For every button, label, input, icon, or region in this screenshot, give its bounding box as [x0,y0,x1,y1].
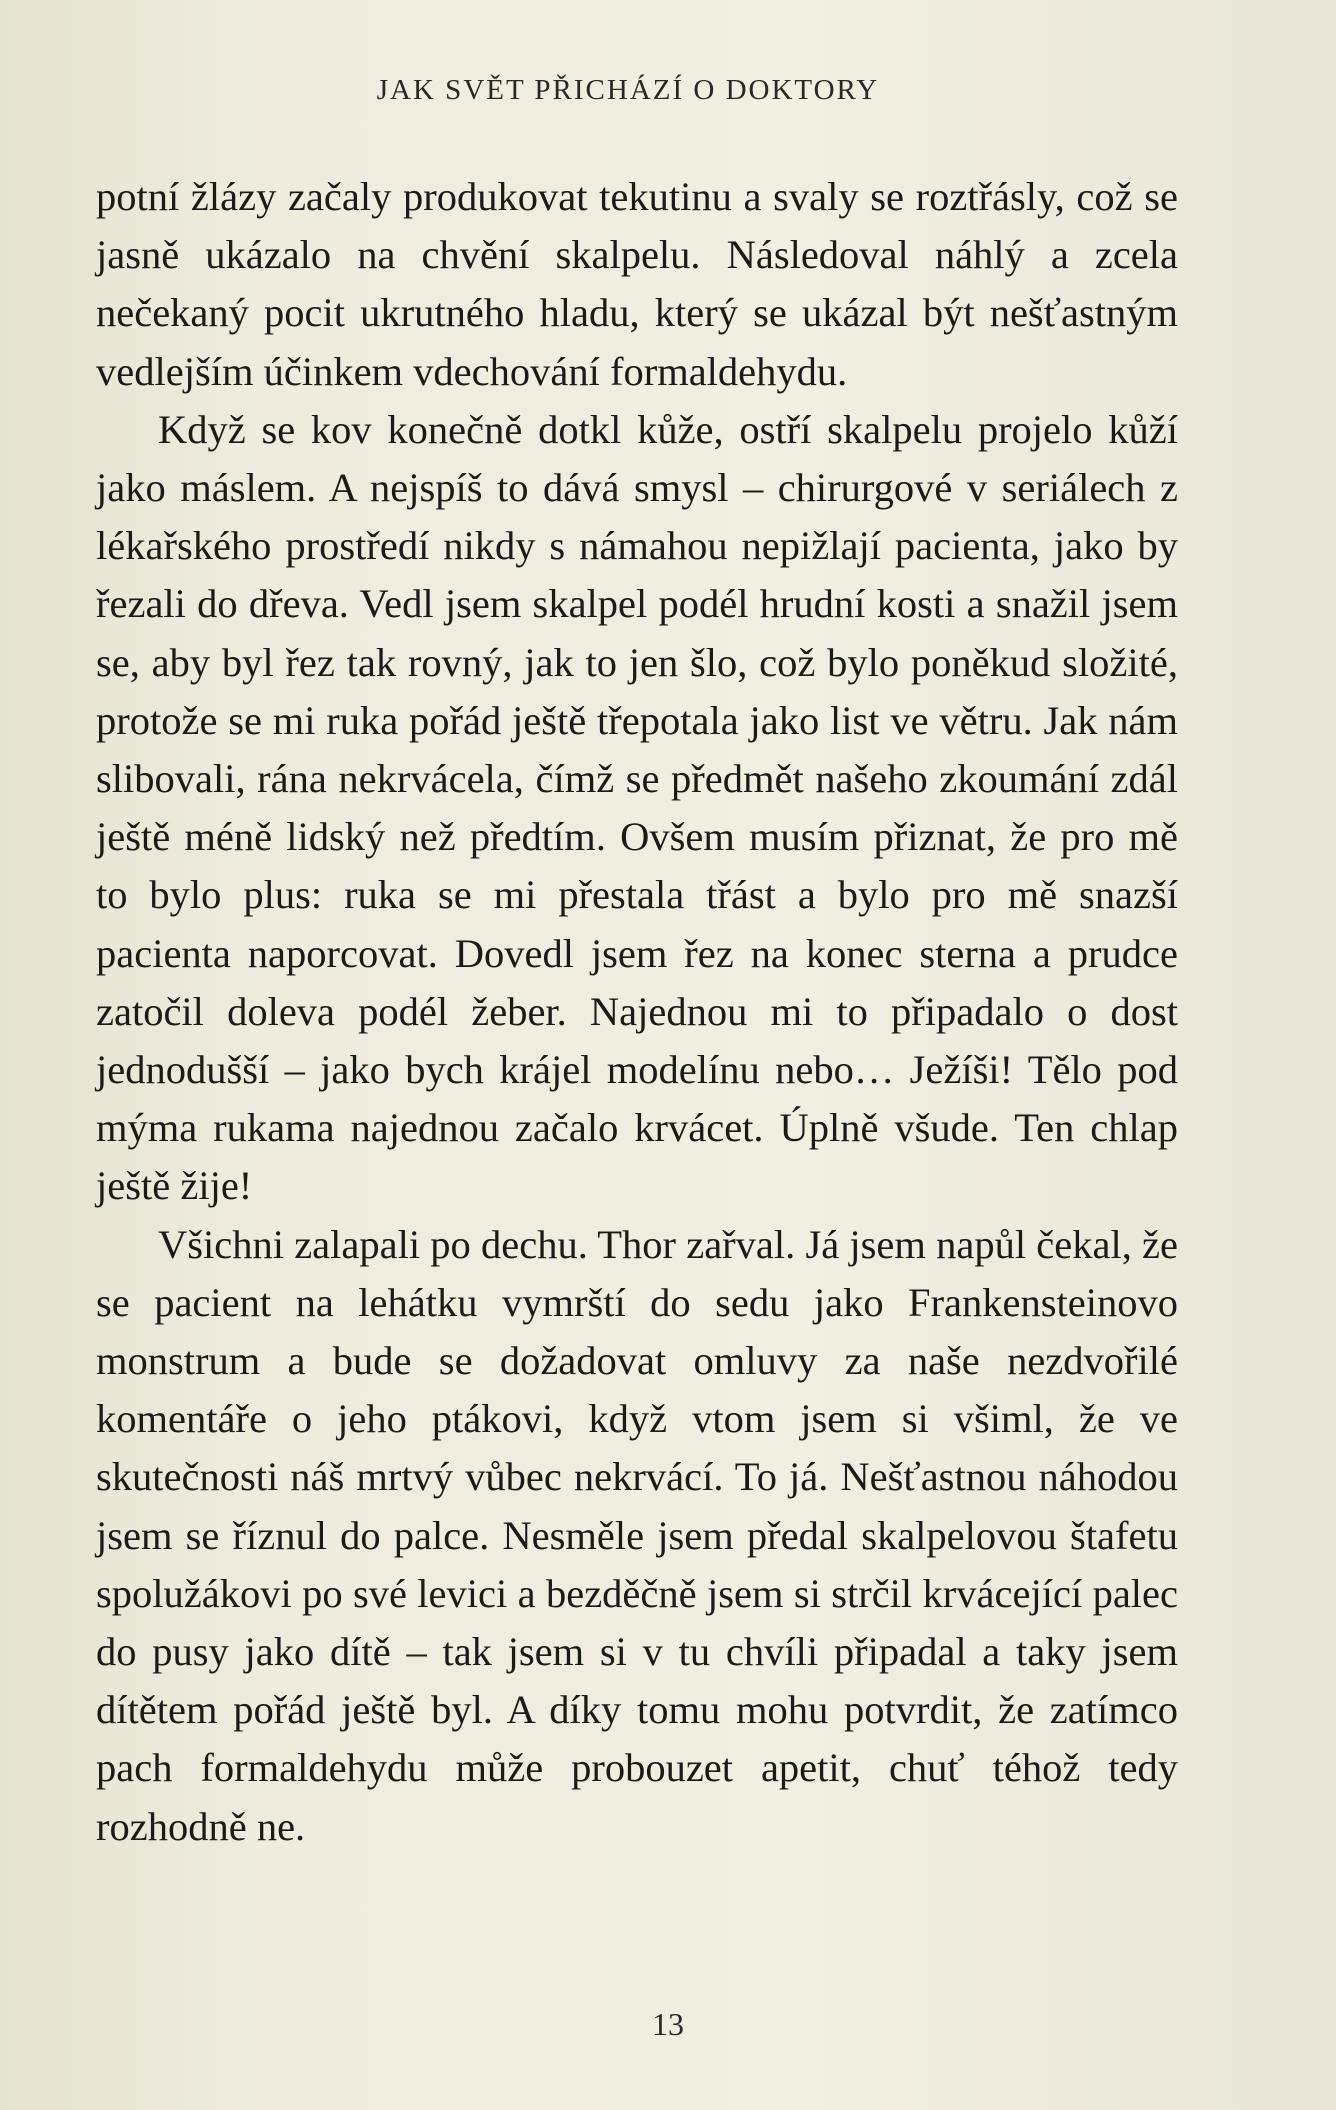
page-number: 13 [652,2006,684,2042]
body-text [96,168,1178,1856]
running-head: JAK SVĚT PŘICHÁZÍ O DOKTORY [376,74,880,106]
paragraph-2: Když se kov konečně dotkl kůže, ostří skalpelu projelo kůží jako máslem. A nejspíš to dává smysl – chirurgové v seriálech z lékařského prostředí nikdy s námahou nepižlají pacienta, jako by řezali do dřeva. Vedl jsem skalpel podél hrudní kosti a snažil jsem se, aby byl řez tak rovný, jak to jen šlo, což bylo poněkud složité, protože se mi ruka pořád ještě třepotala jako list ve větru. Jak nám slibovali, rána nekrvácela, čímž se předmět našeho zkoumání zdál ještě méně lidský než předtím. Ovšem musím přiznat, že pro mě to bylo plus: ruka se mi přestala třást a bylo pro mě snazší pacienta naporcovat. Dovedl jsem řez na konec sterna a prudce zatočil doleva podél žeber. Najednou mi to připadalo o dost jednodušší – jako bych krájel modelínu nebo… Ježíši! Tělo pod mýma rukama najednou začalo krvácet. Úplně všude. Ten chlap ještě žije! [96,406,1178,1209]
paragraph-1: potní žlázy začaly produkovat tekutinu a svaly se roztřásly, což se jasně ukázalo na chvění skalpelu. Následoval náhlý a zcela nečekaný pocit ukrutného hladu, který se ukázal být nešťastným vedlejším účinkem vdechování formaldehydu. [96,174,1178,394]
paragraph-3: Všichni zalapali po dechu. Thor zařval. Já jsem napůl čekal, že se pacient na lehátku vymrští do sedu jako Frankensteinovo monstrum a bude se dožadovat omluvy za naše nezdvořilé komentáře o jeho ptákovi, když vtom jsem si všiml, že ve skutečnosti náš mrtvý vůbec nekrvácí. To já. Nešťastnou náhodou jsem se říznul do palce. Nesměle jsem předal skalpelovou štafetu spolužákovi po své levici a bezděčně jsem si strčil krvácející palec do pusy jako dítě – tak jsem si v tu chvíli připadal a taky jsem dítětem pořád ještě byl. A díky tomu mohu potvrdit, že zatímco pach formaldehydu může probouzet apetit, chuť téhož tedy rozhodně ne. [96,1221,1178,1849]
